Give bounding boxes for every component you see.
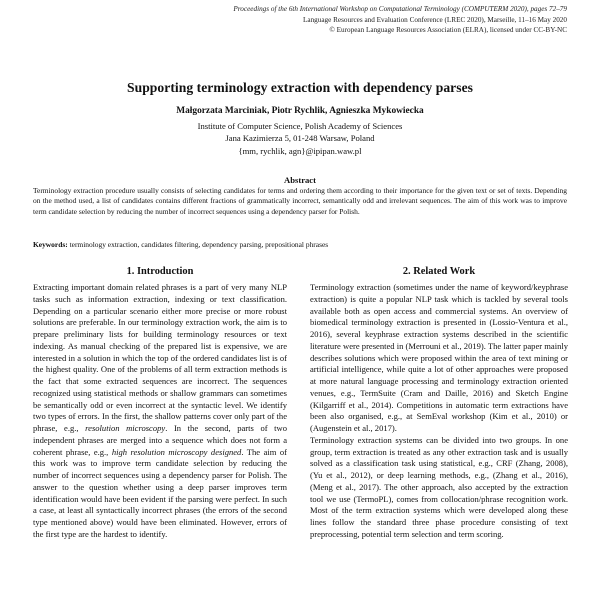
conference-line: Language Resources and Evaluation Conference (LREC 2020), Marseille, 11–16 May 2020 <box>303 15 567 24</box>
institute-line: Institute of Computer Science, Polish Academy of Sciences <box>197 121 403 131</box>
abstract-heading: Abstract <box>284 175 316 185</box>
paper-title: Supporting terminology extraction with dependency parses <box>126 80 474 95</box>
intro-text-part1: Extracting important domain related phrases is a part of very many NLP tasks such as information extraction, indexing or text classification. Depending on a particular scenario either more precise or more robust solutions are preferable. In our terminology extraction work, the aim is to prepare preliminary lists for building terminology resources or text indexing. As manual checking of the prepared list is expensive, we are interested in a solution in which the top of the ordered candidates list is of the highest quality. One of the problems of all term extraction methods is the fact that some extracted sequences are incorrect. The sequences recognized using statistical methods or shallow grammars can sometimes be semantically odd or even incorrect at the syntactic level. We identify two types of errors. In the first, the shallow patterns cover only part of the phrase, e.g., <box>33 282 287 433</box>
intro-italic-example2: high resolution microscopy designed <box>111 446 242 457</box>
keywords-text: terminology extraction, candidates filtering, dependency parsing, prepositional phrases <box>67 240 329 249</box>
email-line: {mm, rychlik, agn}@ipipan.waw.pl <box>238 145 362 156</box>
license-line: © European Language Resources Association (ELRA), licensed under CC-BY-NC <box>329 26 567 35</box>
intro-text-part2: . In the second, parts of two independent phrases are merged into a sequence which does not form a coherent phrase, e.g., <box>33 423 287 457</box>
keywords-line <box>33 240 567 250</box>
intro-italic-example1: resolution microscopy <box>85 423 166 433</box>
proceedings-header <box>233 4 567 36</box>
intro-text-part3: . The aim of this work was to improve term candidate selection by reducing the number of incorrect sequences using a dependency parser for Polish. The answer to the question whether using a deep parser improves term identification would have been evident if the parsing were perfect. In such a case, at least all syntactically incorrect phrases (the errors of the second type mentioned above) would have been eliminated. However, errors of the first type are the hardest to identify. <box>33 446 287 539</box>
address-line: Jana Kazimierza 5, 01-248 Warsaw, Poland <box>225 133 375 144</box>
related-work-paragraph-2: Terminology extraction systems can be divided into two groups. In one group, term extraction is treated as any other extraction task and is usually solved as a classification task using statistical, e.g., CRF (Zhang, 2008), (Yu et al., 2012), or deep learning methods, e.g., (Zhang et al., 2016), (Meng et al., 2017). The other approach, also accepted by the extraction tool we use (TermoPL), comes from collocation/phrase recognition work. Most of the term extraction systems which were developed along these lines follow the standard three phase procedure consisting of text preprocessing, potential term selection and term scoring. <box>310 434 568 539</box>
abstract-text: Terminology extraction procedure usually consists of selecting candidates for terms and ordering them according to their importance for the given text or set of texts. Depending on the method used, a list of candidates contains different fractions of grammatically incorrect, semantically odd and irrelevant sequences. The aim of this work was to improve term candidate selection by reducing the number of incorrect sequences using a dependency parser for Polish. <box>33 186 567 216</box>
affiliation-block <box>0 120 600 157</box>
proceedings-line: Proceedings of the 6th International Workshop on Computational Terminology (COMPUTERM 2020), pages 72–79 <box>233 5 567 13</box>
right-column <box>310 282 568 541</box>
introduction-paragraph <box>33 282 287 541</box>
section-heading-related-work: 2. Related Work <box>402 266 476 277</box>
related-work-paragraph-1: Terminology extraction (sometimes under the name of keyword/keyphrase extraction) is quite a popular NLP task which is tackled by several tools available both as open access and commercial systems. An overview of biomedical terminology extraction is presented in (Lossio-Ventura et al., 2016), several keyphrase extraction systems described in the scientific literature were presented in (Merrouni et al., 2019). The latter paper mainly describes solutions which were proposed within the area of text mining or artificial intelligence, while quite a lot of other approaches were proposed at more natural language processing and terminology extraction oriented venues, e.g., TermSuite (Cram and Daille, 2016) and Sketch Engine (Kilgarriff et al., 2014). Competitions in automatic term extractions have been also organised, e.g., at SemEval workshop (Kim et al., 2010) or (Augenstein et al., 2017). <box>310 282 568 433</box>
keywords-label: Keywords: <box>33 240 68 249</box>
left-column <box>33 282 287 541</box>
author-list: Małgorzata Marciniak, Piotr Rychlik, Agnieszka Mykowiecka <box>176 106 424 116</box>
section-heading-introduction: 1. Introduction <box>126 266 194 277</box>
